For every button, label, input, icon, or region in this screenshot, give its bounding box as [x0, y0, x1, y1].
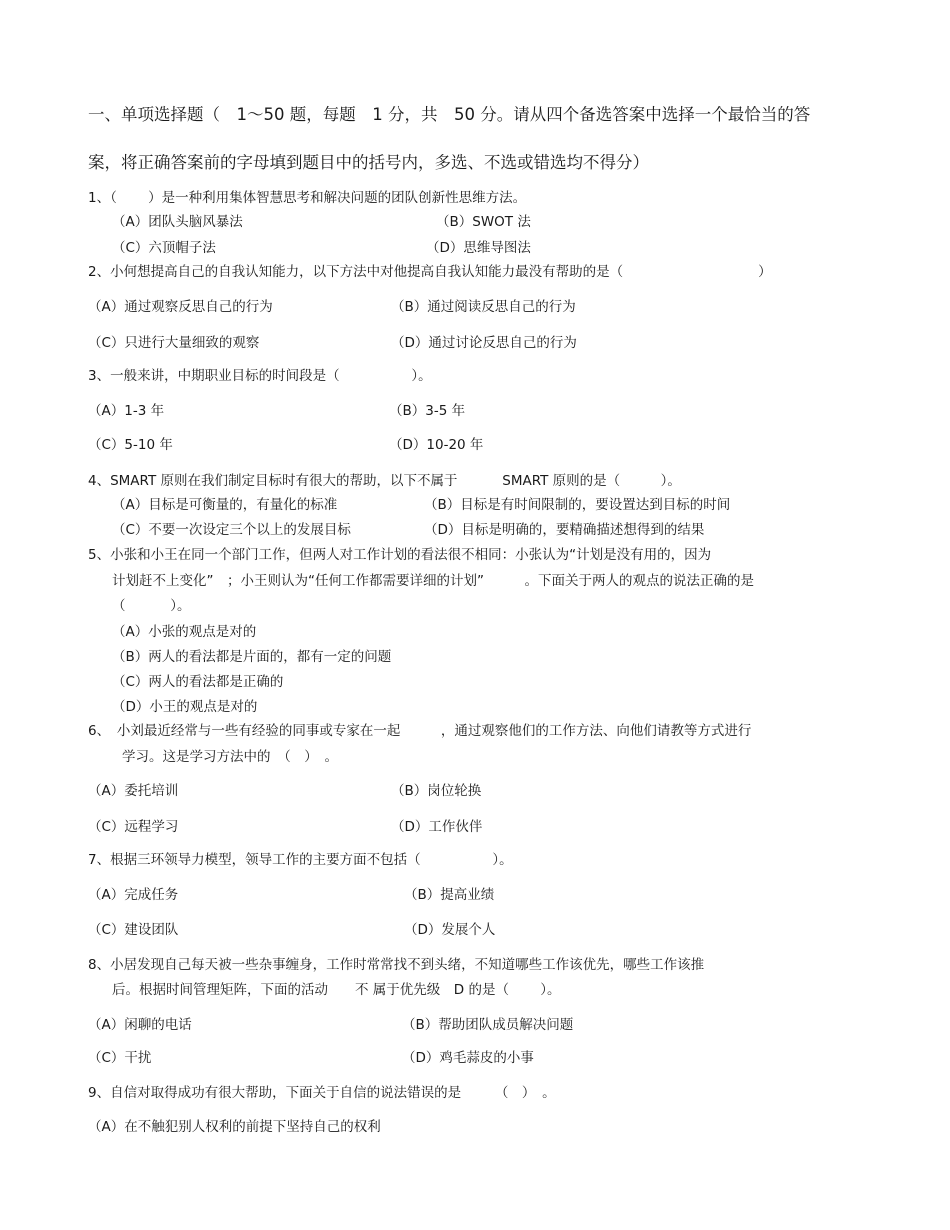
- option-b: （B）提高业绩: [404, 887, 495, 903]
- option-b: （B）通过阅读反思自己的行为: [391, 299, 576, 315]
- option-d: （D）工作伙伴: [391, 819, 483, 835]
- option-d: （D）发展个人: [404, 922, 496, 938]
- question-stem-line-2: 计划赶不上变化” ；小王则认为“任何工作都需要详细的计划” 。下面关于两人的观点的说法正确的是: [112, 573, 754, 589]
- question-stem: 2、小何想提高自己的自我认知能力，以下方法中对他提高自我认知能力最没有帮助的是（ ）: [88, 264, 772, 280]
- option-a: （A）小张的观点是对的: [112, 624, 257, 640]
- option-b: （B）3-5 年: [389, 403, 466, 419]
- option-b: （B）两人的看法都是片面的，都有一定的问题: [112, 649, 392, 665]
- option-a: （A）团队头脑风暴法: [112, 214, 243, 230]
- option-b: （B）SWOT 法: [436, 214, 531, 230]
- heading-line-1: 一、单项选择题（ 1～50 题，每题 1 分，共 50 分。请从四个备选答案中选择一个最恰当的答: [88, 105, 811, 124]
- option-d: （D）小王的观点是对的: [112, 699, 258, 715]
- question-stem: 9、自信对取得成功有很大帮助，下面关于自信的说法错误的是 （ ） 。: [88, 1085, 556, 1101]
- option-c: （C）5-10 年: [88, 437, 173, 453]
- option-d: （D）目标是明确的，要精确描述想得到的结果: [424, 522, 705, 538]
- option-d: （D）10-20 年: [389, 437, 484, 453]
- option-a: （A）在不触犯别人权利的前提下坚持自己的权利: [88, 1119, 381, 1135]
- option-c: （C）干扰: [88, 1050, 152, 1066]
- question-stem: 4、SMART 原则在我们制定目标时有很大的帮助，以下不属于 SMART 原则的是（ ）。: [88, 473, 681, 489]
- question-stem-line-1: 6、 小刘最近经常与一些有经验的同事或专家在一起 ，通过观察他们的工作方法、向他们请教等方式进行: [88, 723, 752, 739]
- option-d: （D）鸡毛蒜皮的小事: [402, 1050, 534, 1066]
- question-stem: 7、根据三环领导力模型，领导工作的主要方面不包括（ ）。: [88, 852, 513, 868]
- option-c: （C）不要一次设定三个以上的发展目标: [112, 522, 351, 538]
- option-c: （C）两人的看法都是正确的: [112, 674, 284, 690]
- question-stem-line-2: 后。根据时间管理矩阵，下面的活动 不 属于优先级 D 的是（ ）。: [112, 982, 561, 998]
- option-c: （C）六顶帽子法: [112, 240, 216, 256]
- question-stem-line-1: 8、小居发现自己每天被一些杂事缠身，工作时常常找不到头绪，不知道哪些工作该优先，哪些工作该推: [88, 957, 705, 973]
- question-stem: 3、一般来讲，中期职业目标的时间段是（ ）。: [88, 368, 432, 384]
- question-stem-line-2: 学习。这是学习方法中的 （ ） 。: [122, 749, 338, 765]
- option-b: （B）帮助团队成员解决问题: [402, 1017, 574, 1033]
- option-a: （A）完成任务: [88, 887, 179, 903]
- question-stem-line-3: （ ）。: [112, 598, 191, 614]
- option-c: （C）只进行大量细致的观察: [88, 335, 260, 351]
- question-stem: 1、（ ）是一种利用集体智慧思考和解决问题的团队创新性思维方法。: [88, 190, 527, 206]
- option-a: （A）通过观察反思自己的行为: [88, 299, 273, 315]
- option-d: （D）思维导图法: [426, 240, 531, 256]
- option-a: （A）闲聊的电话: [88, 1017, 192, 1033]
- option-d: （D）通过讨论反思自己的行为: [391, 335, 577, 351]
- option-a: （A）1-3 年: [88, 403, 165, 419]
- option-a: （A）目标是可衡量的，有量化的标准: [112, 497, 338, 513]
- option-c: （C）远程学习: [88, 819, 179, 835]
- question-stem-line-1: 5、小张和小王在同一个部门工作，但两人对工作计划的看法很不相同：小张认为“计划是没有用的，因为: [88, 547, 712, 563]
- heading-line-2: 案，将正确答案前的字母填到题目中的括号内，多选、不选或错选均不得分）: [88, 153, 649, 172]
- option-b: （B）目标是有时间限制的，要设置达到目标的时间: [424, 497, 731, 513]
- option-c: （C）建设团队: [88, 922, 179, 938]
- option-b: （B）岗位轮换: [391, 783, 482, 799]
- option-a: （A）委托培训: [88, 783, 179, 799]
